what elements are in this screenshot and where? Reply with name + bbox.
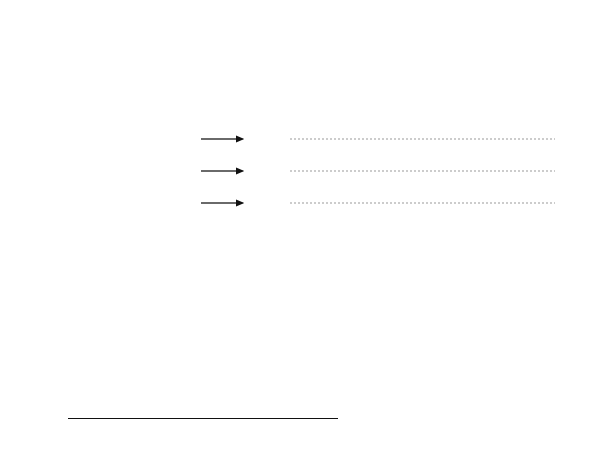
answer-line (68, 406, 340, 424)
question-a (48, 298, 69, 314)
question-c (48, 368, 69, 384)
answer-blank[interactable] (68, 406, 338, 419)
question-b (48, 333, 69, 349)
